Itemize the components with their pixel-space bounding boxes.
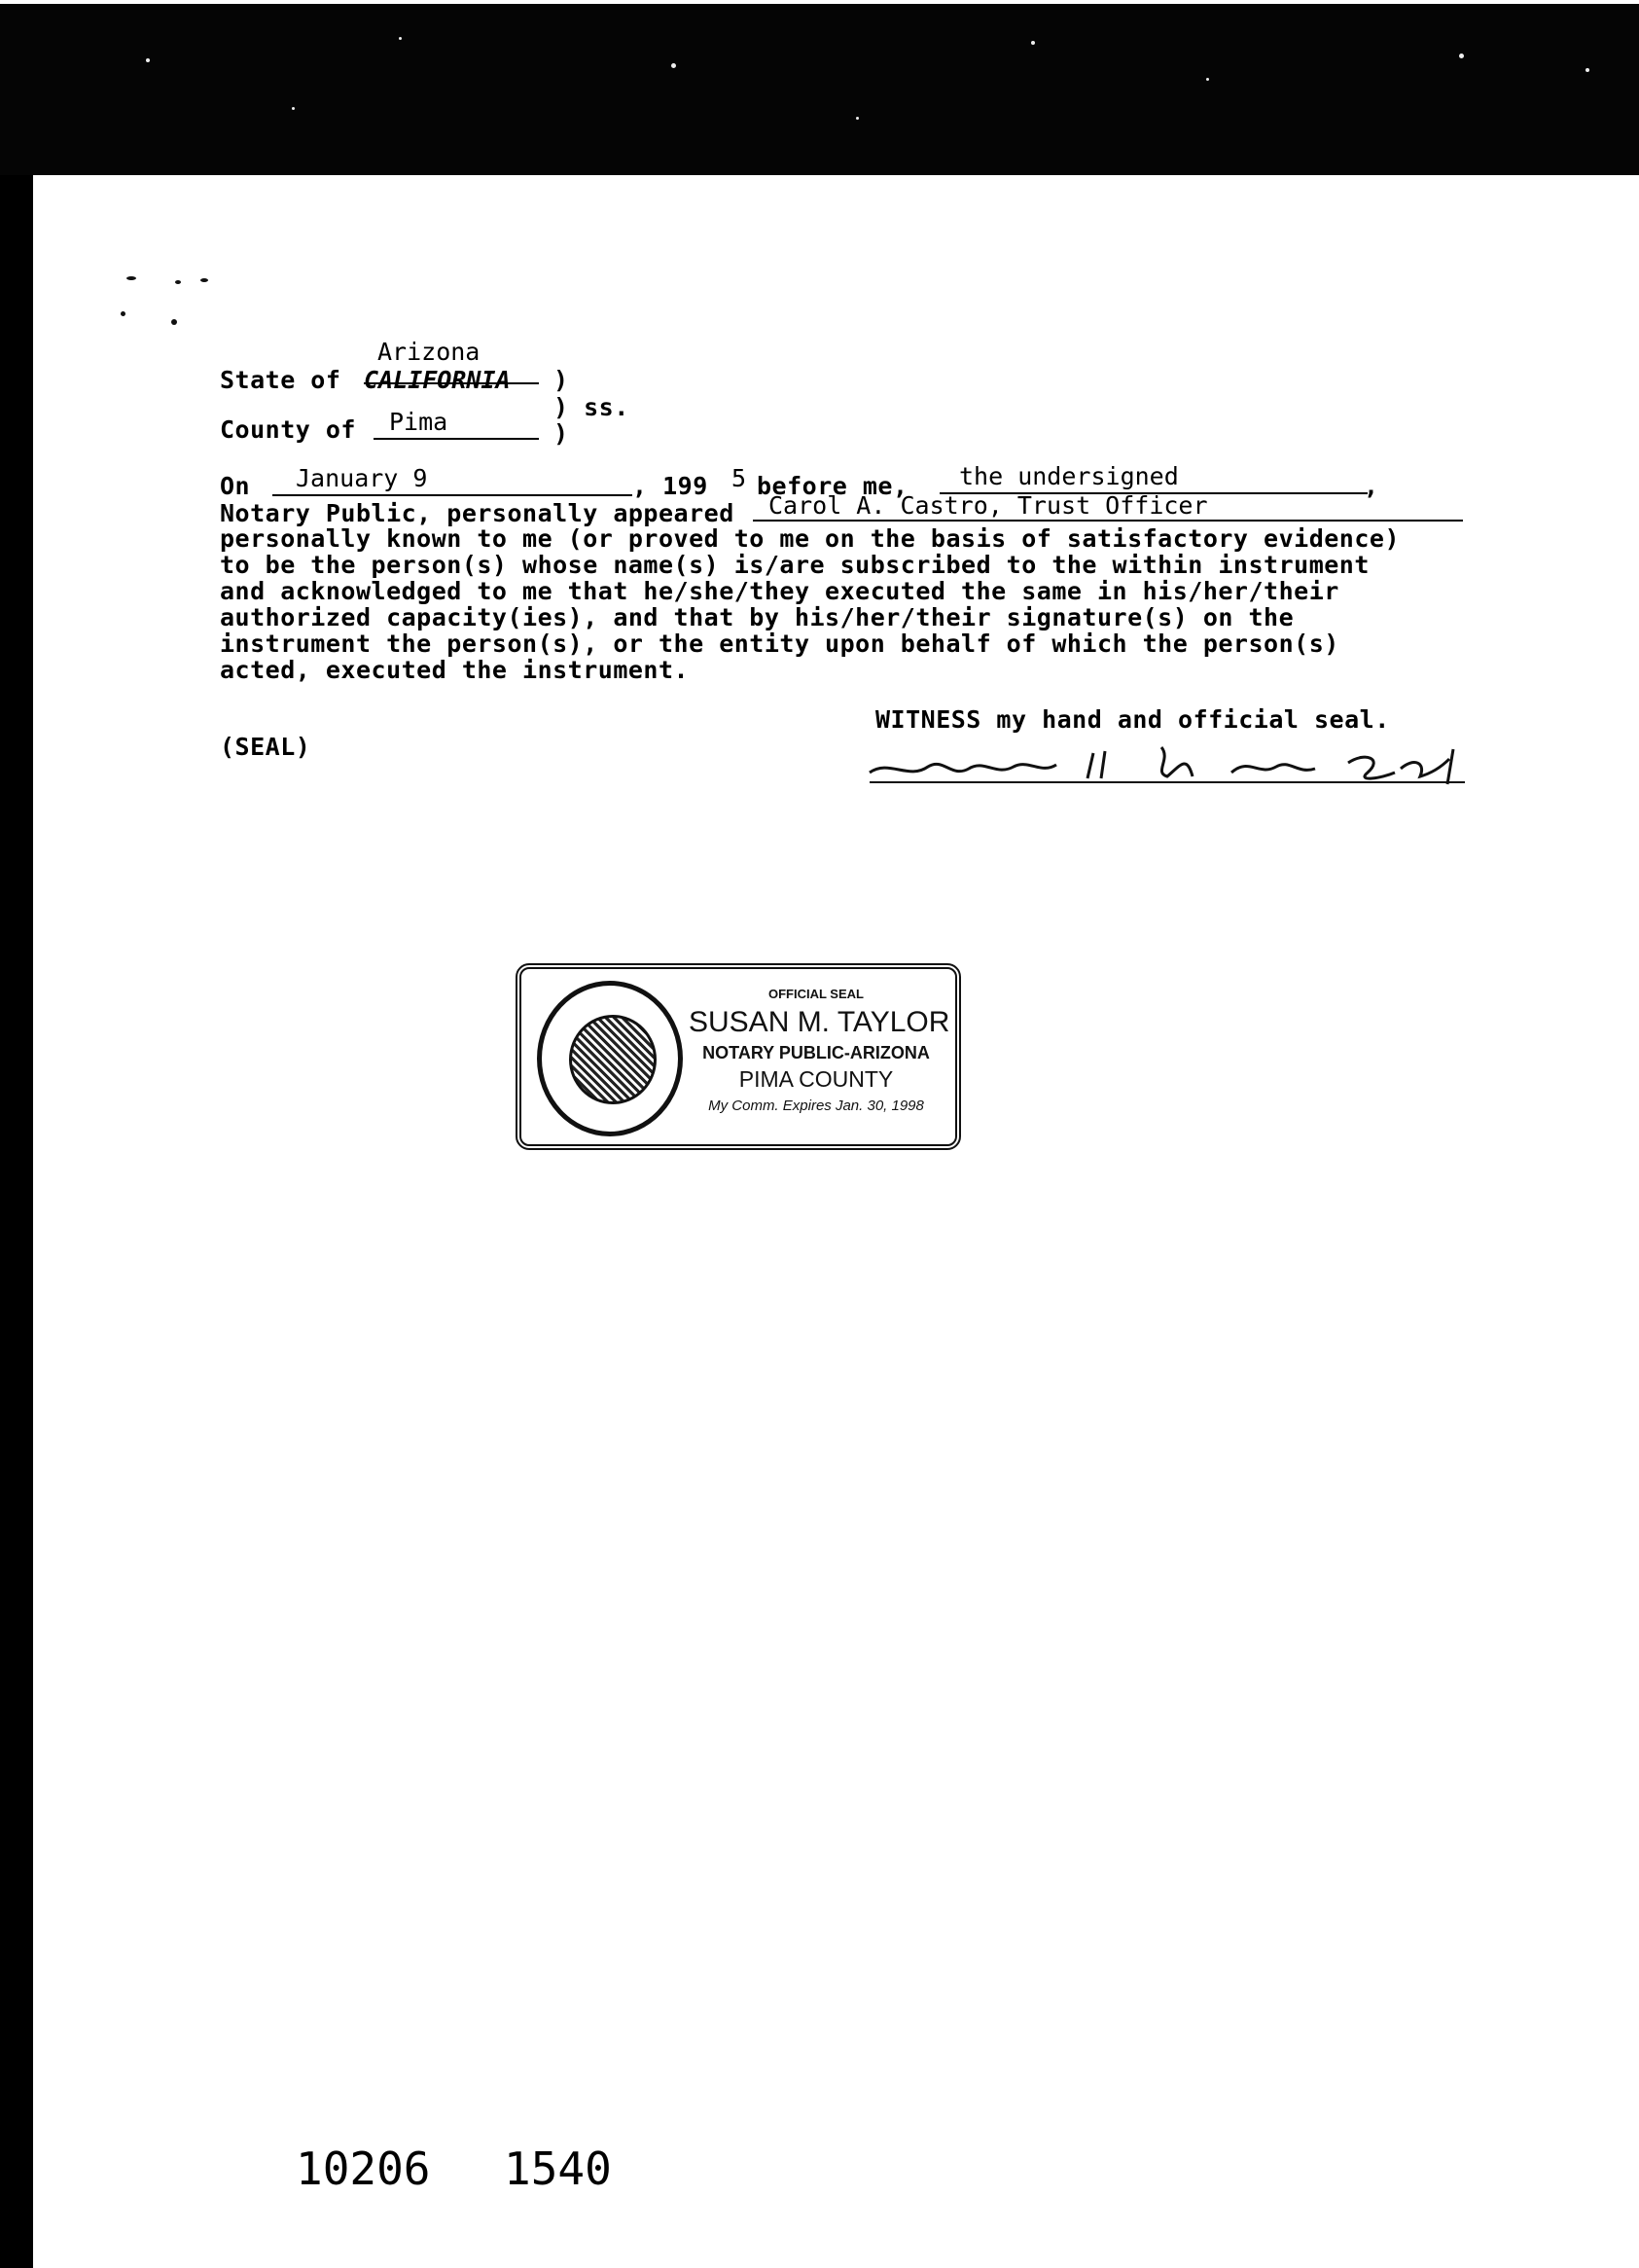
- stamp-expiration: My Comm. Expires Jan. 30, 1998: [708, 1098, 924, 1114]
- state-label: State of: [220, 366, 341, 394]
- state-seal-emblem: [537, 981, 683, 1136]
- scan-speck: [121, 311, 125, 316]
- body-line: and acknowledged to me that he/she/they executed the same in his/her/their: [220, 577, 1339, 605]
- year-prefix: , 199: [632, 472, 708, 500]
- stamp-official-seal: OFFICIAL SEAL: [768, 987, 864, 1001]
- scan-speck: [171, 319, 177, 325]
- scan-top-edge: [0, 0, 1639, 4]
- notary-document-page: [33, 175, 1639, 2268]
- strike-through: [364, 382, 539, 384]
- document-number: 10206: [296, 2142, 431, 2195]
- official-seal-stamp: [516, 963, 961, 1150]
- body-line: instrument the person(s), or the entity upon behalf of which the person(s): [220, 630, 1339, 658]
- state-struck-value: CALIFORNIA: [364, 366, 511, 394]
- county-label: County of: [220, 415, 356, 444]
- appeared-label: Notary Public, personally appeared: [220, 499, 734, 527]
- state-seal-center: [569, 1015, 657, 1104]
- county-underline: [374, 438, 539, 440]
- body-line: acted, executed the instrument.: [220, 656, 690, 684]
- scan-speck: [1206, 78, 1209, 81]
- date-value: January 9: [296, 464, 428, 492]
- ss-mark: ) ss.: [553, 393, 629, 421]
- scan-speck: [200, 278, 208, 282]
- officer-value: the undersigned: [959, 462, 1179, 490]
- bracket: ): [553, 366, 569, 394]
- scan-speck: [1586, 68, 1589, 72]
- scan-speck: [126, 276, 136, 280]
- scan-speck: [671, 63, 676, 68]
- scan-speck: [146, 58, 150, 62]
- year-digit: 5: [731, 464, 747, 492]
- scan-speck: [175, 280, 181, 284]
- document-number: 1540: [504, 2142, 612, 2195]
- date-underline: [272, 494, 632, 496]
- bracket: ): [553, 419, 569, 448]
- on-label: On: [220, 472, 251, 500]
- county-value: Pima: [389, 408, 448, 436]
- scan-top-band: [0, 0, 1639, 175]
- appeared-value: Carol A. Castro, Trust Officer: [768, 491, 1208, 520]
- witness-statement: WITNESS my hand and official seal.: [875, 705, 1390, 734]
- seal-label: (SEAL): [220, 733, 311, 761]
- stamp-county: PIMA COUNTY: [738, 1066, 894, 1092]
- notary-signature: [850, 730, 1473, 798]
- body-line: to be the person(s) whose name(s) is/are subscribed to the within instrument: [220, 551, 1370, 579]
- appeared-underline: [753, 520, 1463, 522]
- scan-speck: [1031, 41, 1035, 45]
- scan-speck: [1459, 54, 1464, 58]
- stamp-notary-title: NOTARY PUBLIC-ARIZONA: [702, 1043, 930, 1062]
- state-value: Arizona: [377, 338, 481, 366]
- scan-speck: [292, 107, 295, 110]
- comma: ,: [1364, 472, 1379, 500]
- scan-speck: [856, 117, 859, 120]
- before-me-label: before me,: [757, 472, 909, 500]
- scan-speck: [399, 37, 402, 40]
- body-line: personally known to me (or proved to me on the basis of satisfactory evidence): [220, 524, 1400, 553]
- body-line: authorized capacity(ies), and that by his/her/their signature(s) on the: [220, 603, 1295, 631]
- stamp-notary-name: SUSAN M. TAYLOR: [689, 1006, 950, 1038]
